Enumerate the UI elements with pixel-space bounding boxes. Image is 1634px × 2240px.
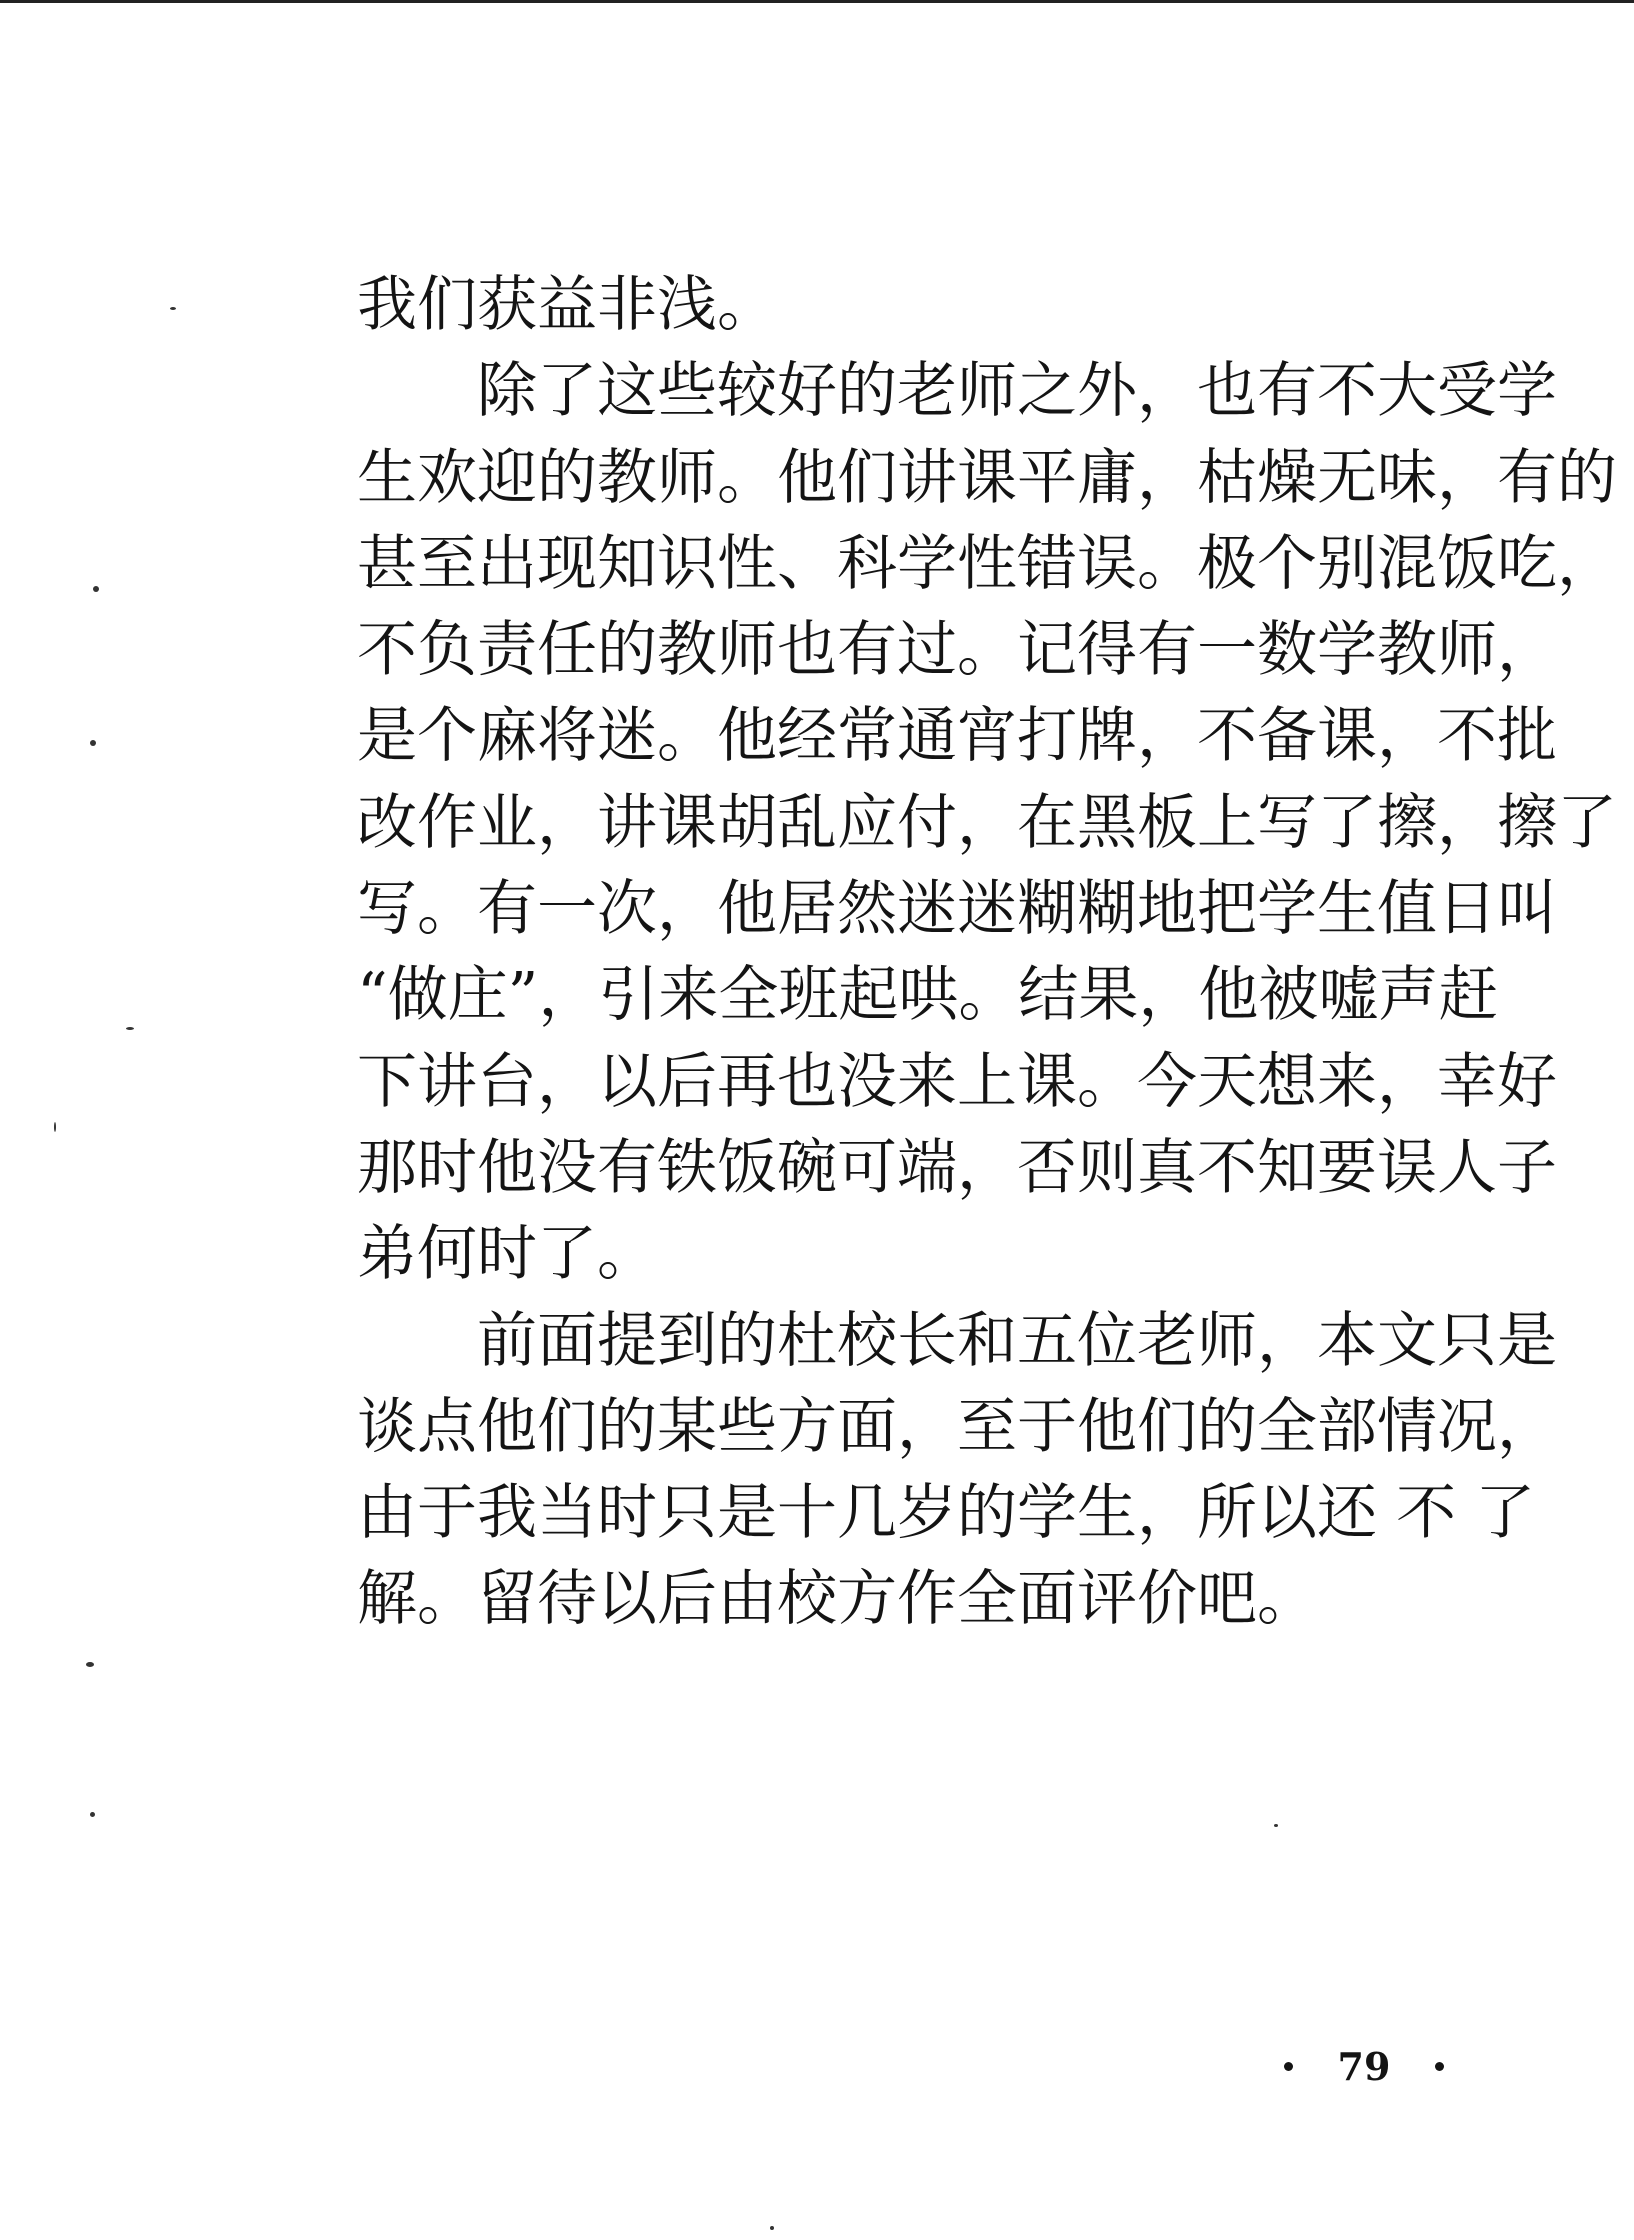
page-footer [1284,2036,1444,2096]
text-line: 是个麻将迷。他经常通宵打牌，不备课，不批 [357,701,1557,772]
text-line: 那时他没有铁饭碗可端，否则真不知要误人子 [357,1132,1557,1203]
text-line: 不负责任的教师也有过。记得有一数学教师， [357,615,1557,686]
scan-speck [126,1027,134,1030]
bullet-dot-icon [1284,2062,1293,2071]
text-line: 我们获益非浅。 [357,270,777,340]
text-line: 除了这些较好的老师之外，也有不大受学 [477,356,1557,427]
scan-speck [770,2226,774,2230]
bullet-dot-icon [1435,2062,1444,2071]
scan-speck [90,740,96,746]
text-line: 解。留待以后由校方作全面评价吧。 [357,1564,1317,1635]
text-line: 由于我当时只是十几岁的学生，所以还 不 了 [357,1478,1536,1549]
body-text [357,262,1617,1643]
text-line: 甚至出现知识性、科学性错误。极个别混饭吃， [357,528,1617,599]
scan-top-edge [0,0,1634,3]
scan-speck [90,1812,95,1817]
text-line: 弟何时了。 [357,1219,657,1290]
page-number: 79 [1337,2043,1391,2089]
text-line: 生欢迎的教师。他们讲课平庸，枯燥无味，有的 [357,442,1617,513]
text-line: 谈点他们的某些方面，至于他们的全部情况， [357,1391,1557,1462]
text-line: 写。有一次，他居然迷迷糊糊地把学生值日叫 [357,874,1557,945]
scan-speck [54,1122,56,1132]
text-line: 改作业，讲课胡乱应付，在黑板上写了擦，擦了 [357,787,1617,858]
scan-speck [93,586,99,592]
text-line: “做庄”，引来全班起哄。结果，他被嘘声赶 [357,960,1499,1031]
text-line: 前面提到的杜校长和五位老师，本文只是 [477,1305,1557,1376]
text-line: 下讲台，以后再也没来上课。今天想来，幸好 [357,1046,1557,1117]
scan-speck [1274,1824,1278,1827]
scan-speck [86,1662,94,1667]
scan-speck [170,307,176,310]
